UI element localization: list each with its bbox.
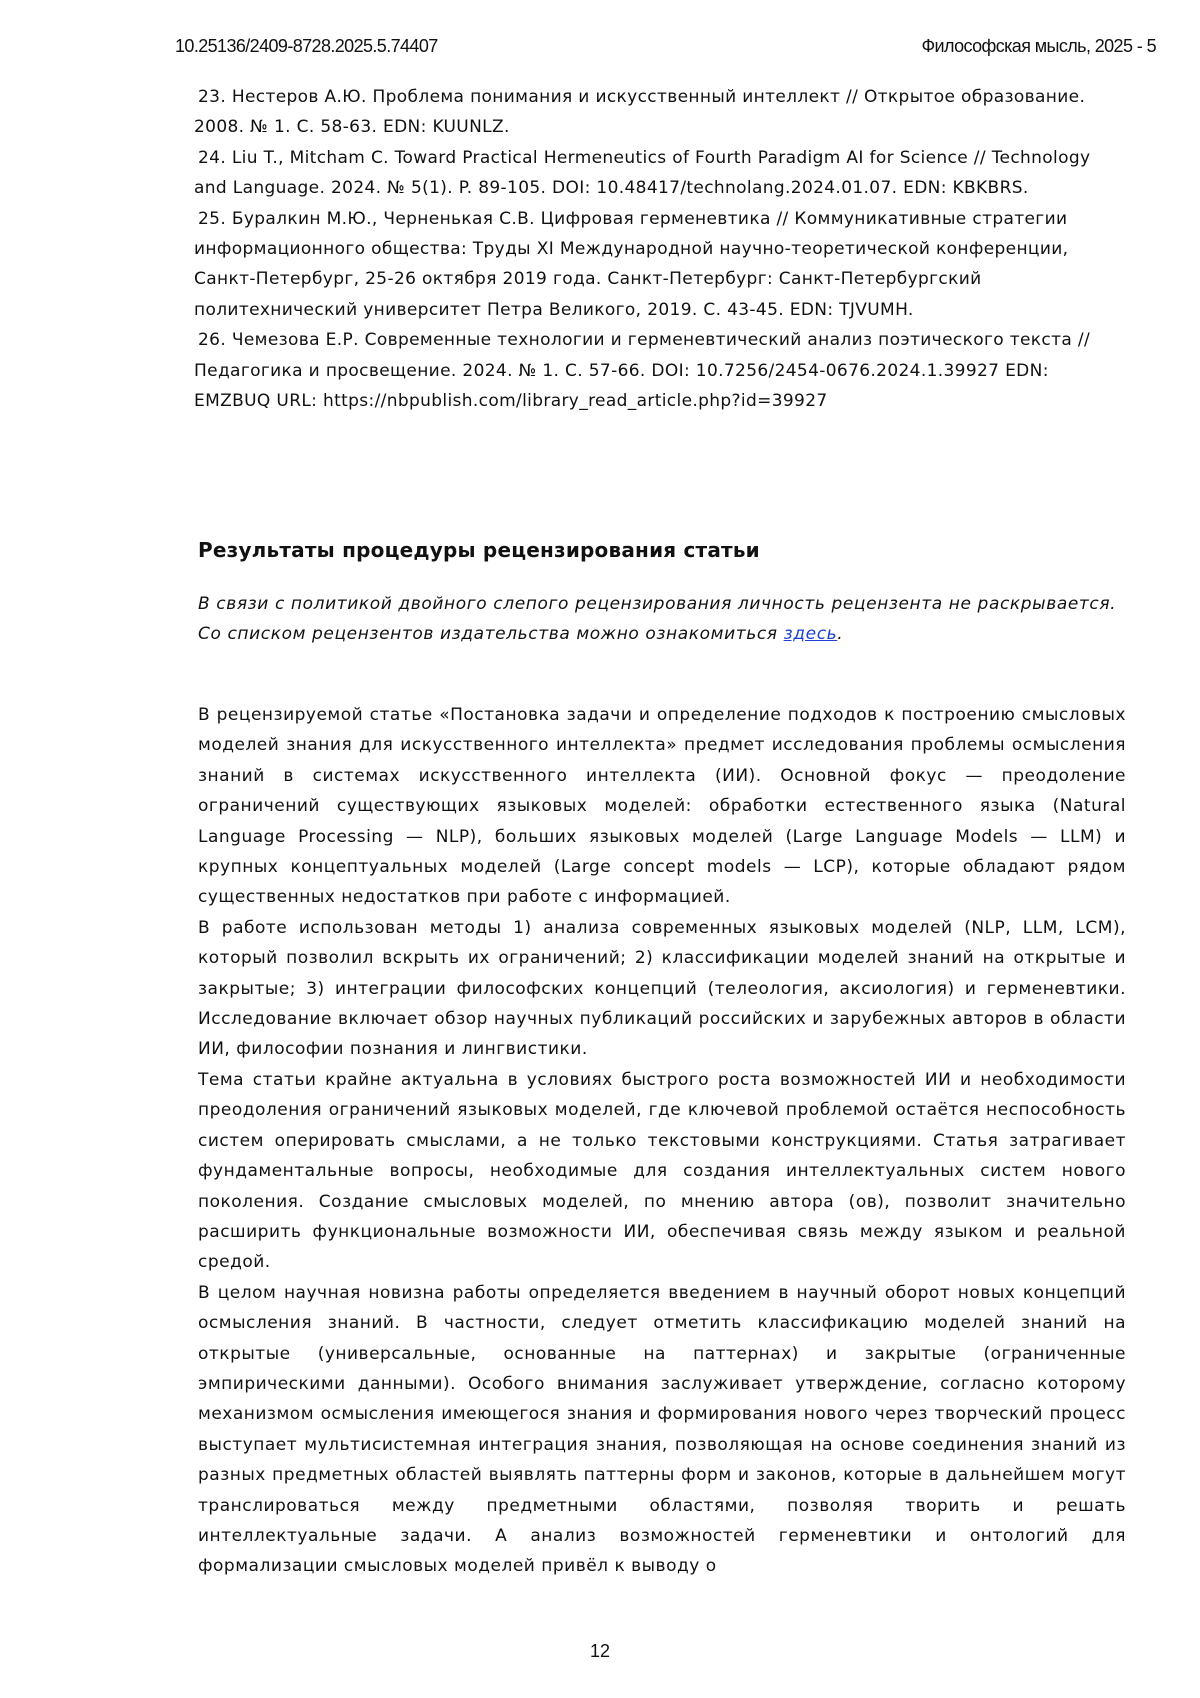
journal-issue: Философская мысль, 2025 - 5 (921, 36, 1156, 56)
reviewers-notice-text: Со списком рецензентов издательства можно ознакомиться (198, 624, 784, 645)
article-doi: 10.25136/2409-8728.2025.5.74407 (175, 36, 438, 56)
review-section-title: Результаты процедуры рецензирования статьи (198, 538, 760, 562)
review-paragraph: В целом научная новизна работы определяется введением в научный оборот новых концепций осмысления знаний. В частности, следует отметить классификацию моделей знаний на открытые (универсальные, основанные на паттернах) и закрытые (ограниченные эмпирическими данными). Особого внимания заслуживает утверждение, согласно которому механизмом осмысления имеющегося знания и формирования нового через творческий процесс выступает мультисистемная интеграция знания, позволяющая на основе соединения знаний из разных предметных областей выявлять паттерны форм и законов, которые в дальнейшем могут транслироваться между предметными областями, позволяя творить и решать интеллектуальные задачи. А анализ возможностей герменевтики и онтологий для формализации смысловых моделей привёл к выводу о (198, 1282, 1126, 1577)
review-paragraph: В рецензируемой статье «Постановка задачи и определение подходов к построению смысловых моделей знания для искусственного интеллекта» предмет исследования проблемы осмысления знаний в системах искусственного интеллекта (ИИ). Основной фокус — преодоление ограничений существующих языковых моделей: обработки естественного языка (Natural Language Processing — NLP), больших языковых моделей (Large Language Models — LLM) и крупных концептуальных моделей (Large concept models — LCP), которые обладают рядом существенных недостатков при работе с информацией. (198, 705, 1126, 908)
reviewers-list-link[interactable]: здесь (783, 624, 838, 645)
blind-review-notice: В связи с политикой двойного слепого рецензирования личность рецензента не раскрывается. (198, 594, 1117, 614)
reference-item: 25. Буралкин М.Ю., Черненькая С.В. Цифровая герменевтика // Коммуникативные стратегии информационного общества: Труды XI Международной научно-теоретической конференции, Санкт-Петербург, 25-26 октября 2019 года. Санкт-Петербург: Санкт-Петербургский политехнический университет Петра Великого, 2019. С. 43-45. EDN: TJVUMH. (194, 208, 1069, 320)
review-body (198, 700, 1126, 1582)
reference-item: 24. Liu T., Mitcham C. Toward Practical Hermeneutics of Fourth Paradigm AI for Science // Technology and Language. 2024. № 5(1). P. 89-105. DOI: 10.48417/technolang.2024.01.07. EDN: KBKBRS. (194, 147, 1091, 199)
reference-item: 26. Чемезова Е.Р. Современные технологии и герменевтический анализ поэтического текста // Педагогика и просвещение. 2024. № 1. С. 57-66. DOI: 10.7256/2454-0676.2024.1.39927 EDN: EMZBUQ URL: https://nbpublish.com/library_read_article.php?id=39927 (194, 330, 1091, 412)
reviewers-list-notice (198, 619, 1126, 649)
review-notice (198, 589, 1126, 650)
review-paragraph: Тема статьи крайне актуальна в условиях быстрого роста возможностей ИИ и необходимости преодоления ограничений языковых моделей, где ключевой проблемой остаётся неспособность систем оперировать смыслами, а не только текстовыми конструкциями. Статья затрагивает фундаментальные вопросы, необходимые для создания интеллектуальных систем нового поколения. Создание смысловых моделей, по мнению автора (ов), позволит значительно расширить функциональные возможности ИИ, обеспечивая связь между языком и реальной средой. (198, 1069, 1126, 1273)
review-paragraph: В работе использован методы 1) анализа современных языковых моделей (NLP, LLM, LCM), который позволил вскрыть их ограничений; 2) классификации моделей знаний на открытые и закрытые; 3) интеграции философских концепций (телеология, аксиология) и герменевтики. Исследование включает обзор научных публикаций российских и зарубежных авторов в области ИИ, философии познания и лингвистики. (198, 917, 1126, 1060)
reference-list (194, 82, 1128, 416)
page-number: 12 (589, 1641, 611, 1661)
reference-item: 23. Нестеров А.Ю. Проблема понимания и искусственный интеллект // Открытое образование. 2008. № 1. С. 58-63. EDN: KUUNLZ. (194, 87, 1086, 138)
reviewers-notice-period: . (837, 624, 844, 645)
